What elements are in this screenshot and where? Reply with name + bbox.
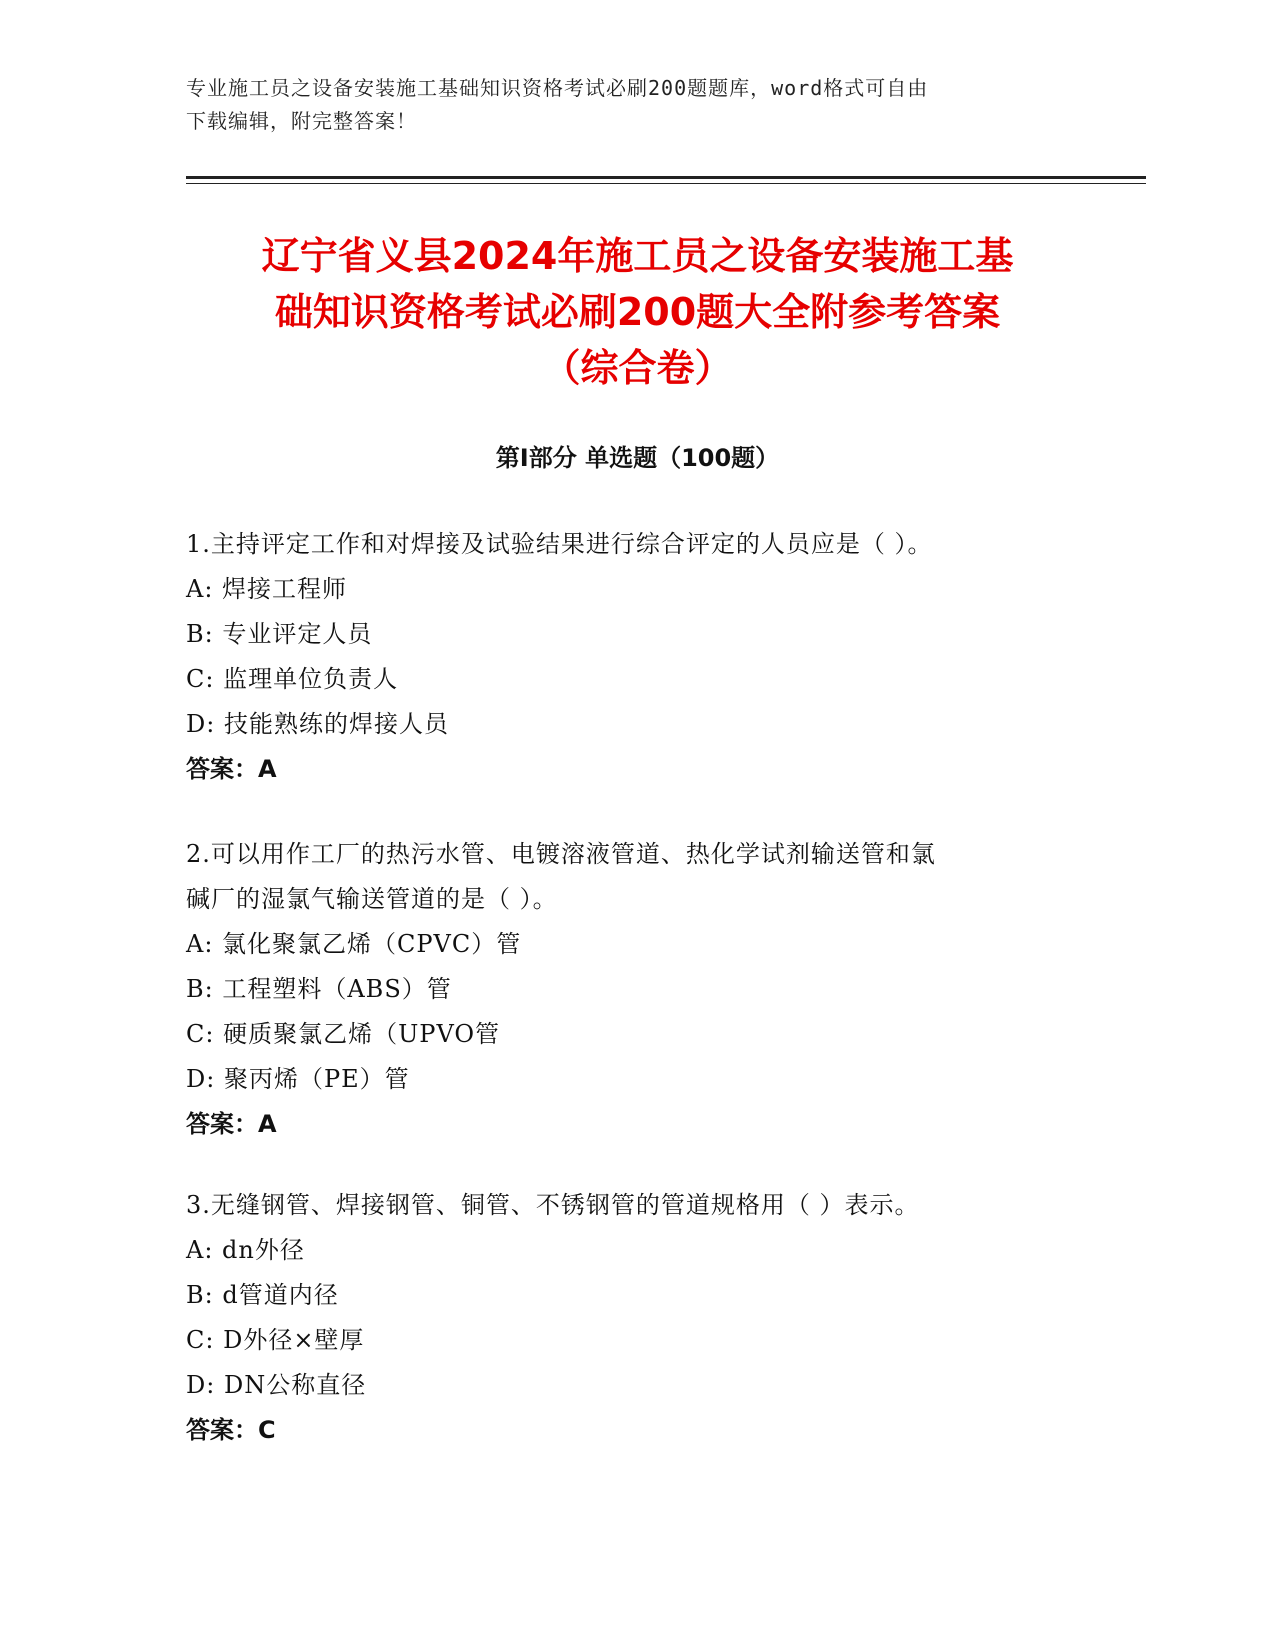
question-stem: 1.主持评定工作和对焊接及试验结果进行综合评定的人员应是（ ）。: [186, 530, 933, 558]
option-d: D: 聚丙烯（PE）管: [186, 1065, 410, 1093]
option-d: D: 技能熟练的焊接人员: [186, 710, 449, 738]
question-3: [186, 1183, 1066, 1453]
option-c: C: 硬质聚氯乙烯（UPVO管: [186, 1020, 501, 1048]
option-a: A: dn外径: [186, 1236, 305, 1264]
answer: 答案：C: [186, 1416, 276, 1444]
title-line-2: 础知识资格考试必刷200题大全附参考答案: [274, 290, 1001, 334]
section-heading: 第Ⅰ部分 单选题（100题）: [495, 444, 780, 472]
question-stem-line-1: 2.可以用作工厂的热污水管、电镀溶液管道、热化学试剂输送管和氯: [186, 840, 936, 868]
question-2: [186, 832, 1066, 1147]
header-divider-thick: [186, 176, 1146, 179]
header-note-line-2: 下载编辑，附完整答案！: [186, 109, 417, 133]
option-b: B: d管道内径: [186, 1281, 339, 1309]
question-1: [186, 522, 1066, 792]
title-line-1: 辽宁省义县2024年施工员之设备安装施工基: [261, 234, 1014, 278]
answer: 答案：A: [186, 755, 277, 783]
document-title: [150, 228, 1125, 396]
header-note-line-1: 专业施工员之设备安装施工基础知识资格考试必刷200题题库，word格式可自由: [186, 76, 929, 100]
answer: 答案：A: [186, 1110, 277, 1138]
question-stem-line-2: 碱厂的湿氯气输送管道的是（ ）。: [186, 885, 558, 913]
option-a: A: 氯化聚氯乙烯（CPVC）管: [186, 930, 522, 958]
title-line-3: （综合卷）: [542, 346, 733, 390]
option-b: B: 专业评定人员: [186, 620, 373, 648]
header-note: [186, 72, 1086, 138]
option-b: B: 工程塑料（ABS）管: [186, 975, 452, 1003]
option-d: D: DN公称直径: [186, 1371, 367, 1399]
option-a: A: 焊接工程师: [186, 575, 348, 603]
option-c: C: 监理单位负责人: [186, 665, 399, 693]
question-stem: 3.无缝钢管、焊接钢管、铜管、不锈钢管的管道规格用（ ）表示。: [186, 1191, 920, 1219]
option-c: C: D外径×壁厚: [186, 1326, 365, 1354]
header-divider-thin: [186, 183, 1146, 184]
